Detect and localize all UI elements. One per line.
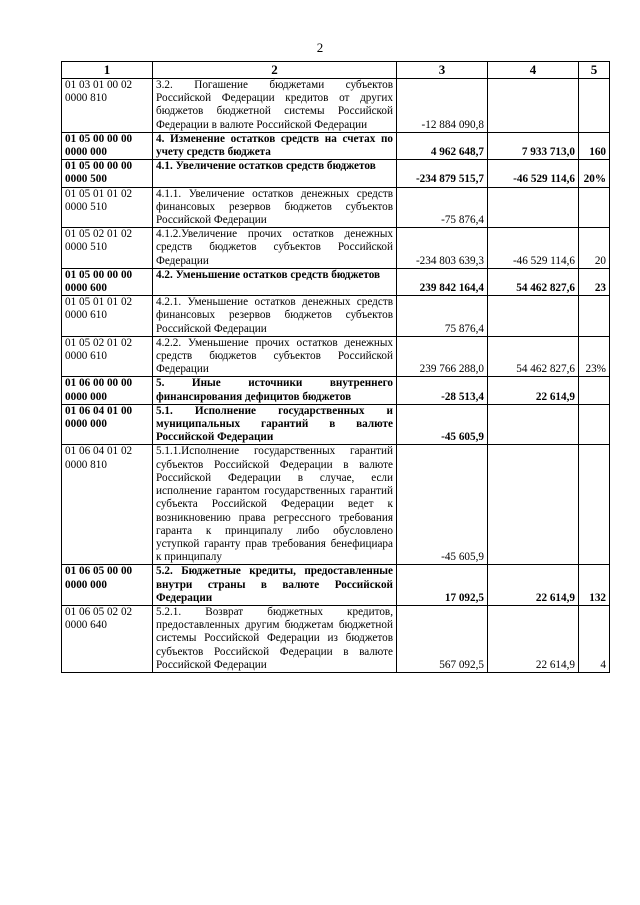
table-row (62, 79, 610, 133)
row-value-col4: -46 529 114,6 (488, 228, 579, 269)
row-value-col4: 7 933 713,0 (488, 132, 579, 159)
table-row (62, 404, 610, 445)
header-col-1: 1 (62, 62, 153, 79)
row-description: 4. Изменение остатков средств на счетах по учету средств бюджета (153, 132, 397, 159)
row-value-col5 (579, 404, 610, 445)
row-value-col4 (488, 187, 579, 228)
page-number: 2 (316, 40, 324, 55)
table-row (62, 187, 610, 228)
table-row (62, 565, 610, 606)
row-value-col5: 23 (579, 268, 610, 295)
table-row (62, 132, 610, 159)
table-row (62, 268, 610, 295)
table-row (62, 228, 610, 269)
row-code: 01 06 00 00 00 0000 000 (62, 377, 153, 404)
header-col-5: 5 (579, 62, 610, 79)
row-value-col3: -234 879 515,7 (397, 160, 488, 187)
row-value-col3: 239 766 288,0 (397, 336, 488, 377)
row-value-col3: -234 803 639,3 (397, 228, 488, 269)
row-value-col4: 54 462 827,6 (488, 336, 579, 377)
row-code: 01 03 01 00 02 0000 810 (62, 79, 153, 133)
row-code: 01 05 00 00 00 0000 000 (62, 132, 153, 159)
row-value-col4: 22 614,9 (488, 377, 579, 404)
row-description: 5.2. Бюджетные кредиты, предоставленные внутри страны в валюте Российской Федерации (153, 565, 397, 606)
header-row (62, 62, 610, 79)
row-value-col3: -45 605,9 (397, 404, 488, 445)
row-description: 4.2. Уменьшение остатков средств бюджетов (153, 268, 397, 295)
row-value-col5 (579, 79, 610, 133)
row-value-col3: -45 605,9 (397, 445, 488, 565)
row-description: 4.1.2.Увеличение прочих остатков денежных средств бюджетов субъектов Российской Федерации (153, 228, 397, 269)
row-value-col4: 22 614,9 (488, 605, 579, 672)
row-value-col3: 4 962 648,7 (397, 132, 488, 159)
row-value-col5: 20% (579, 160, 610, 187)
row-value-col5 (579, 377, 610, 404)
row-value-col3: -12 884 090,8 (397, 79, 488, 133)
row-value-col3: 17 092,5 (397, 565, 488, 606)
row-description: 4.2.2. Уменьшение прочих остатков денежных средств бюджетов субъектов Российской Федерации (153, 336, 397, 377)
row-description: 5. Иные источники внутреннего финансирования дефицитов бюджетов (153, 377, 397, 404)
row-description: 5.1.1.Исполнение государственных гарантий субъектов Российской Федерации в валюте Российской Федерации в случае, если исполнение гарантом государственных гарантий субъекта Российской Федерации ведет к возникновению права регрессного требования гаранта к принципалу либо обусловлено уступкой гаранту прав требования бенефициара к принципалу (153, 445, 397, 565)
table-row (62, 445, 610, 565)
header-col-3: 3 (397, 62, 488, 79)
row-value-col5: 4 (579, 605, 610, 672)
header-col-4: 4 (488, 62, 579, 79)
row-value-col5 (579, 445, 610, 565)
row-value-col4: -46 529 114,6 (488, 160, 579, 187)
row-value-col3: 239 842 164,4 (397, 268, 488, 295)
row-value-col4: 22 614,9 (488, 565, 579, 606)
row-code: 01 05 00 00 00 0000 600 (62, 268, 153, 295)
row-code: 01 06 05 00 00 0000 000 (62, 565, 153, 606)
header-col-2: 2 (153, 62, 397, 79)
row-value-col3: -75 876,4 (397, 187, 488, 228)
row-code: 01 05 01 01 02 0000 610 (62, 296, 153, 337)
row-code: 01 05 01 01 02 0000 510 (62, 187, 153, 228)
table-row (62, 336, 610, 377)
row-value-col4 (488, 404, 579, 445)
row-value-col3: -28 513,4 (397, 377, 488, 404)
row-value-col4 (488, 296, 579, 337)
row-value-col4: 54 462 827,6 (488, 268, 579, 295)
table-row (62, 296, 610, 337)
row-code: 01 05 02 01 02 0000 510 (62, 228, 153, 269)
row-code: 01 06 04 01 00 0000 000 (62, 404, 153, 445)
row-value-col5 (579, 187, 610, 228)
row-code: 01 06 05 02 02 0000 640 (62, 605, 153, 672)
budget-sources-table (61, 61, 610, 673)
row-value-col3: 567 092,5 (397, 605, 488, 672)
row-description: 5.2.1. Возврат бюджетных кредитов, предоставленных другим бюджетам бюджетной системы Российской Федерации из бюджетов субъектов Российской Федерации в валюте Российской Федерации (153, 605, 397, 672)
row-description: 4.2.1. Уменьшение остатков денежных средств финансовых резервов бюджетов субъектов Российской Федерации (153, 296, 397, 337)
row-code: 01 05 02 01 02 0000 610 (62, 336, 153, 377)
row-value-col4 (488, 445, 579, 565)
row-value-col5: 132 (579, 565, 610, 606)
row-description: 3.2. Погашение бюджетами субъектов Российской Федерации кредитов от других бюджетов бюджетной системы Российской Федерации в валюте Российской Федерации (153, 79, 397, 133)
table-row (62, 377, 610, 404)
row-value-col3: 75 876,4 (397, 296, 488, 337)
row-description: 5.1. Исполнение государственных и муниципальных гарантий в валюте Российской Федерации (153, 404, 397, 445)
row-value-col5: 160 (579, 132, 610, 159)
row-description: 4.1. Увеличение остатков средств бюджетов (153, 160, 397, 187)
row-value-col4 (488, 79, 579, 133)
table-row (62, 160, 610, 187)
row-code: 01 06 04 01 02 0000 810 (62, 445, 153, 565)
row-value-col5 (579, 296, 610, 337)
row-description: 4.1.1. Увеличение остатков денежных средств финансовых резервов бюджетов субъектов Российской Федерации (153, 187, 397, 228)
row-code: 01 05 00 00 00 0000 500 (62, 160, 153, 187)
row-value-col5: 20 (579, 228, 610, 269)
row-value-col5: 23% (579, 336, 610, 377)
table-row (62, 605, 610, 672)
